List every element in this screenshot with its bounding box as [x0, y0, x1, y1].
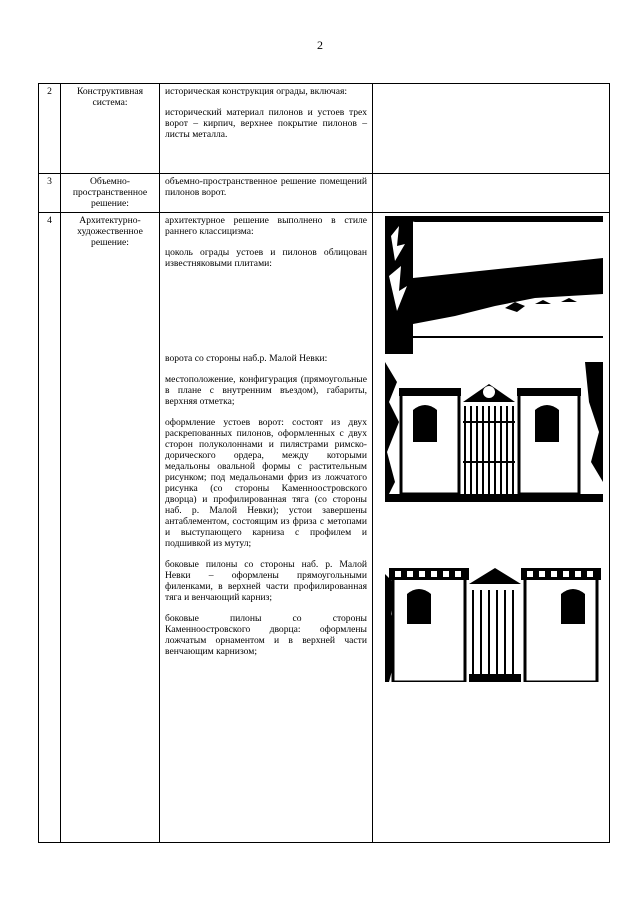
desc-paragraph: боковые пилоны со стороны Каменноостровского дворца: оформлены ложчатым орнаментом и в верхней части венчающим карнизом;: [165, 613, 367, 657]
photo-cell: [373, 213, 610, 843]
row-title: Архитектурно-художественное решение:: [61, 213, 160, 843]
page-number: 2: [317, 38, 323, 52]
monument-table: [38, 83, 610, 843]
row-number: 3: [39, 174, 61, 213]
desc-paragraph: архитектурное решение выполнено в стиле раннего классицизма:: [165, 215, 367, 237]
desc-paragraph: ворота со стороны наб.р. Малой Невки:: [165, 353, 328, 364]
row-description: [160, 213, 373, 843]
desc-paragraph: объемно-пространственное решение помещений пилонов ворот.: [165, 176, 367, 198]
desc-paragraph: оформление устоев ворот: состоят из двух раскрепованных пилонов, оформленных с двух сторон полуколоннами и пилястрами римско-дорического ордера, между которыми медальоны овальной формы с растительным рисунком; под медальонами фриз из ложчатого рисунка (со стороны Каменноостровского дворца) и профилированная тяга (со стороны наб. р. Малой Невки); устои завершены антаблементом, состоящим из фриза с метопами и выступающего карниза с профилем и подшивкой из мутул;: [165, 417, 367, 549]
row-number: 4: [39, 213, 61, 843]
desc-paragraph: цоколь ограды устоев и пилонов облицован известняковыми плитами:: [165, 247, 367, 269]
photo-cell: [373, 174, 610, 213]
desc-paragraph: местоположение, конфигурация (прямоугольные в плане с внутренним въездом), габариты, верхняя отметка;: [165, 374, 367, 407]
table-row: [39, 84, 610, 174]
table-row: [39, 174, 610, 213]
gate-photo-palace: [385, 554, 603, 682]
row-description: [160, 174, 373, 213]
photo-cell: [373, 84, 610, 174]
row-title: Конструктивная система:: [61, 84, 160, 174]
gate-photo-nevka: [385, 362, 603, 502]
desc-paragraph: исторический материал пилонов и устоев трех ворот – кирпич, верхнее покрытие пилонов – листы металла.: [165, 107, 367, 140]
row-number: 2: [39, 84, 61, 174]
plinth-photo: [385, 216, 603, 354]
row-title: Объемно-пространственное решение:: [61, 174, 160, 213]
desc-paragraph: историческая конструкция ограды, включая:: [165, 86, 348, 97]
table-row: [39, 213, 610, 843]
desc-paragraph: боковые пилоны со стороны наб. р. Малой Невки – оформлены прямоугольными филенками, в верхней части профилированная тяга и венчающий карниз;: [165, 559, 367, 603]
row-description: [160, 84, 373, 174]
